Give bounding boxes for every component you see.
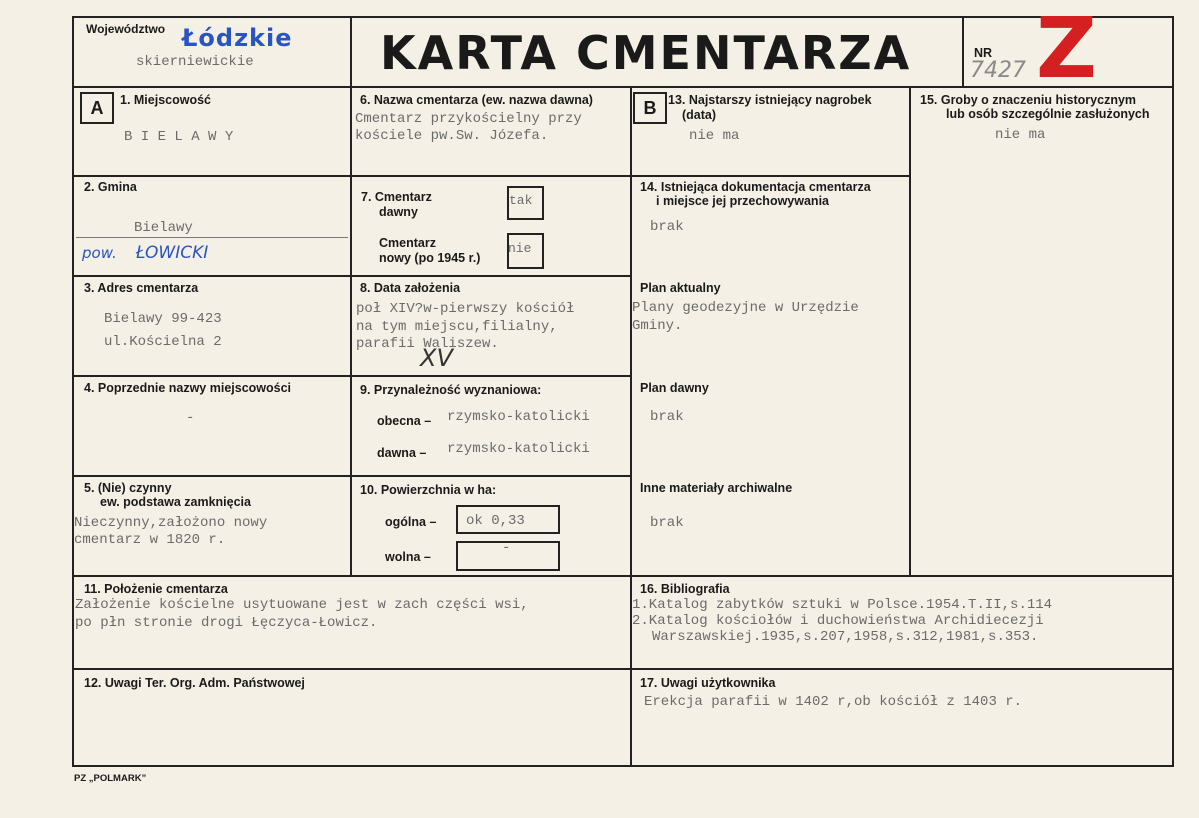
f2-pow-label: pow.: [82, 244, 117, 262]
f16-line3: Warszawskiej.1935,s.207,1958,s.312,1981,s.353.: [652, 629, 1039, 645]
f16-line2: 2.Katalog kościołów i duchowieństwa Archidiecezji: [632, 613, 1044, 629]
f2-pow-value: ŁOWICKI: [136, 243, 209, 263]
f12-label: 12. Uwagi Ter. Org. Adm. Państwowej: [84, 676, 305, 690]
nr-value: 7427: [970, 58, 1026, 83]
f7-label-2: Cmentarz: [379, 236, 436, 250]
f15-value: nie ma: [995, 127, 1046, 143]
f6-line1: Cmentarz przykościelny przy: [355, 111, 582, 127]
frame-right: [1172, 16, 1174, 767]
section-b-box: B: [633, 92, 667, 124]
left-row-1: [72, 175, 632, 177]
f10-ogolna-value: ok 0,33: [466, 513, 525, 529]
wojewodztwo-old: skierniewickie: [136, 54, 254, 70]
f9-dawna-label: dawna –: [377, 446, 427, 460]
f8-line2: na tym miejscu,filialny,: [356, 319, 558, 335]
f16-label: 16. Bibliografia: [640, 582, 730, 596]
inne-materialy-value: brak: [650, 515, 684, 531]
plan-dawny-value: brak: [650, 409, 684, 425]
left-row-3: [72, 375, 632, 377]
f13-label-2: (data): [682, 108, 717, 122]
f17-label: 17. Uwagi użytkownika: [640, 676, 776, 690]
f15-label-2: lub osób szczególnie zasłużonych: [946, 107, 1150, 121]
f7-label-1b: dawny: [379, 205, 418, 219]
f5-label-2: ew. podstawa zamknięcia: [100, 495, 251, 509]
f7-nowy-value: nie: [508, 241, 532, 256]
header-vline-2: [962, 16, 964, 88]
f14-label-2: i miejsce jej przechowywania: [656, 194, 829, 208]
f7-label-2b: nowy (po 1945 r.): [379, 251, 481, 265]
nr-label: NR: [974, 46, 993, 60]
f4-label: 4. Poprzednie nazwy miejscowości: [84, 381, 292, 395]
f10-wolna-label: wolna –: [385, 550, 431, 564]
footer-printer: PZ „POLMARK”: [74, 773, 147, 784]
f8-label: 8. Data założenia: [360, 281, 461, 295]
plan-aktualny-line2: Gminy.: [632, 318, 683, 334]
f7-dawny-value: tak: [509, 193, 533, 208]
f9-obecna-label: obecna –: [377, 414, 432, 428]
header-divider: [72, 86, 1174, 88]
f1-value: B I E L A W Y: [124, 129, 234, 145]
f14-value: brak: [650, 219, 684, 235]
left-row-2: [72, 275, 632, 277]
f9-dawna-value: rzymsko-katolicki: [447, 441, 590, 457]
section-a-box: A: [80, 92, 114, 124]
f2-label: 2. Gmina: [84, 180, 137, 194]
f5-line1: Nieczynny,założono nowy: [74, 515, 268, 531]
f3-line1: Bielawy 99-423: [104, 311, 222, 327]
f1-label: 1. Miejscowość: [120, 93, 212, 107]
left-row-4: [72, 475, 632, 477]
main-row-6: [72, 668, 1174, 670]
f6-label: 6. Nazwa cmentarza (ew. nazwa dawna): [360, 93, 593, 107]
col-divider-2: [630, 86, 632, 767]
b-row-1: [630, 175, 911, 177]
col-divider-3: [909, 86, 911, 576]
f5-line2: cmentarz w 1820 r.: [74, 532, 226, 548]
f4-value: -: [186, 410, 195, 426]
col-divider-1: [350, 86, 352, 576]
frame-bottom: [72, 765, 1174, 767]
gmina-thin-line: [76, 237, 348, 238]
f7-label-1: 7. Cmentarz: [361, 190, 432, 204]
f10-wolna-value: -: [502, 540, 511, 556]
frame-left: [72, 16, 74, 767]
f3-label: 3. Adres cmentarza: [84, 281, 199, 295]
f10-label: 10. Powierzchnia w ha:: [360, 483, 497, 497]
page-title: KARTA CMENTARZA: [380, 26, 912, 80]
f3-line2: ul.Kościelna 2: [104, 334, 222, 350]
f5-label-1: 5. (Nie) czynny: [84, 481, 172, 495]
f11-line1: Założenie kościelne usytuowane jest w zach części wsi,: [75, 597, 529, 613]
f8-line1: poł XIV?w-pierwszy kościół: [356, 301, 575, 317]
f9-label: 9. Przynależność wyznaniowa:: [360, 383, 542, 397]
f13-label-1: 13. Najstarszy istniejący nagrobek: [668, 93, 872, 107]
nr-mark: Z: [1036, 0, 1097, 97]
f2-value: Bielawy: [134, 220, 193, 236]
wojewodztwo-value: Łódzkie: [182, 24, 293, 52]
f11-line2: po płn stronie drogi Łęczyca-Łowicz.: [75, 615, 378, 631]
header-vline-1: [350, 16, 352, 88]
f8-line3: parafii Waliszew.: [356, 336, 499, 352]
inne-materialy-label: Inne materiały archiwalne: [640, 481, 793, 495]
f6-line2: kościele pw.Sw. Józefa.: [355, 128, 549, 144]
f10-ogolna-label: ogólna –: [385, 515, 437, 529]
f16-line1: 1.Katalog zabytków sztuki w Polsce.1954.T.II,s.114: [632, 597, 1053, 613]
main-row-5: [72, 575, 1174, 577]
f11-label: 11. Położenie cmentarza: [84, 582, 228, 596]
frame-top: [72, 16, 1174, 18]
f9-obecna-value: rzymsko-katolicki: [447, 409, 590, 425]
plan-aktualny-line1: Plany geodezyjne w Urzędzie: [632, 300, 859, 316]
f14-label-1: 14. Istniejąca dokumentacja cmentarza: [640, 180, 871, 194]
plan-aktualny-label: Plan aktualny: [640, 281, 721, 295]
wojewodztwo-label: Województwo: [86, 22, 166, 36]
f13-value: nie ma: [689, 128, 740, 144]
f17-value: Erekcja parafii w 1402 r,ob kościół z 1403 r.: [644, 694, 1023, 710]
f8-hand-note: XV: [420, 344, 453, 372]
plan-dawny-label: Plan dawny: [640, 381, 709, 395]
f15-label-1: 15. Groby o znaczeniu historycznym: [920, 93, 1137, 107]
